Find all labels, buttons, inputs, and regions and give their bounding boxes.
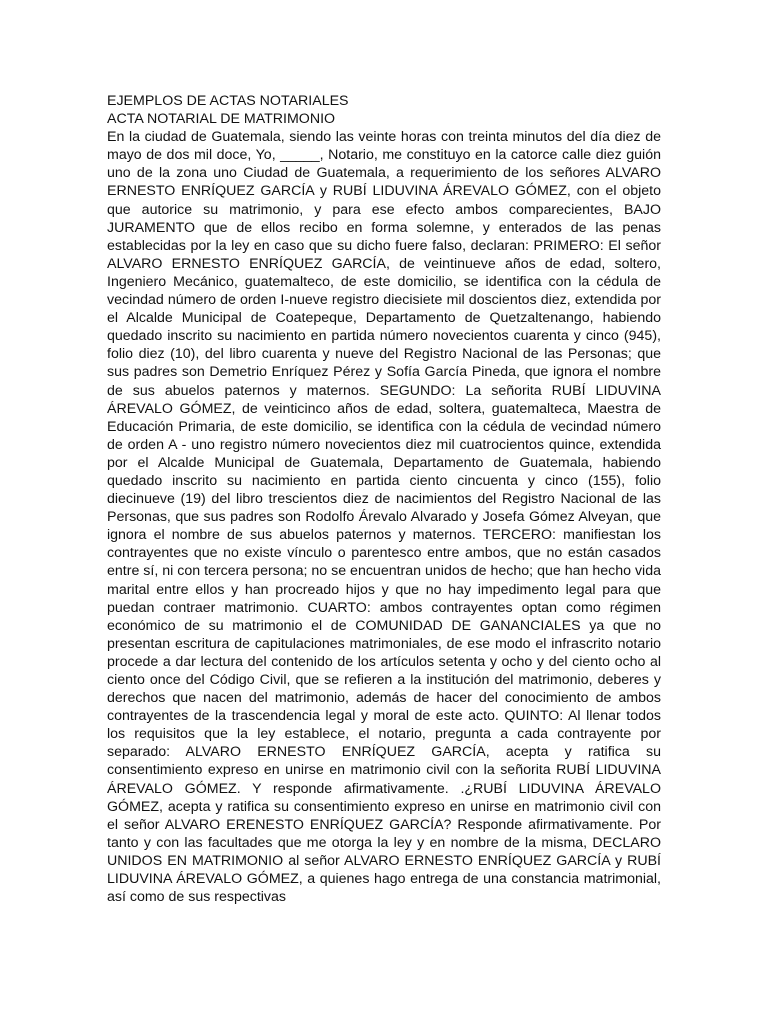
document-subheading: ACTA NOTARIAL DE MATRIMONIO <box>107 111 336 128</box>
document-page <box>107 92 661 906</box>
document-heading: EJEMPLOS DE ACTAS NOTARIALES <box>107 93 349 109</box>
document-body-paragraph: En la ciudad de Guatemala, siendo las veinte horas con treinta minutos del día diez de mayo de dos mil doce, Yo, _____, Notario, me constituyo en la catorce calle diez guión uno de la zona uno Ciudad de Guatemala, a requerimiento de los señores ALVARO ERNESTO ENRÍQUEZ GARCÍA y RUBÍ LIDUVINA ÁREVALO GÓMEZ, con el objeto que autorice su matrimonio, y para ese efecto ambos comparecientes, BAJO JURAMENTO que de ellos recibo en forma solemne, y enterados de las penas establecidas por la ley en caso que su dicho fuere falso, declaran: PRIMERO: El señor ALVARO ERNESTO ENRÍQUEZ GARCÍA, de veintinueve años de edad, soltero, Ingeniero Mecánico, guatemalteco, de este domicilio, se identifica con la cédula de vecindad número de orden I-nueve registro diecisiete mil doscientos diez, extendida por el Alcalde Municipal de Coatepeque, Departamento de Quetzaltenango, habiendo quedado inscrito su nacimiento en partida número novecientos cuarenta y cinco (945), folio diez (10), del libro cuarenta y nueve del Registro Nacional de las Personas; que sus padres son Demetrio Enríquez Pérez y Sofía García Pineda, que ignora el nombre de sus abuelos paternos y maternos. SEGUNDO: La señorita RUBÍ LIDUVINA ÁREVALO GÓMEZ, de veinticinco años de edad, soltera, guatemalteca, Maestra de Educación Primaria, de este domicilio, se identifica con la cédula de vecindad número de orden A - uno registro número novecientos diez mil cuatrocientos quince, extendida por el Alcalde Municipal de Guatemala, Departamento de Guatemala, habiendo quedado inscrito su nacimiento en partida ciento cincuenta y cinco (155), folio diecinueve (19) del libro trescientos diez de nacimientos del Registro Nacional de las Personas, que sus padres son Rodolfo Árevalo Alvarado y Josefa Gómez Alveyan, que ignora el nombre de sus abuelos paternos y maternos. TERCERO: manifiestan los contrayentes que no existe vínculo o parentesco entre ambos, que no están casados entre sí, ni con tercera persona; no se encuentran unidos de hecho; que han hecho vida marital entre ellos y han procreado hijos y que no hay impedimento legal para que puedan contraer matrimonio. CUARTO: ambos contrayentes optan como régimen económico de su matrimonio el de COMUNIDAD DE GANANCIALES ya que no presentan escritura de capitulaciones matrimoniales, de ese modo el infrascrito notario procede a dar lectura del contenido de los artículos setenta y ocho y del ciento ocho al ciento once del Código Civil, que se refieren a la institución del matrimonio, deberes y derechos que nacen del matrimonio, además de hacer del conocimiento de ambos contrayentes de la trascendencia legal y moral de este acto. QUINTO: Al llenar todos los requisitos que la ley establece, el notario, pregunta a cada contrayente por separado: ALVARO ERNESTO ENRÍQUEZ GARCÍA, acepta y ratifica su consentimiento expreso en unirse en matrimonio civil con la señorita RUBÍ LIDUVINA ÁREVALO GÓMEZ. Y responde afirmativamente. .¿RUBÍ LIDUVINA ÁREVALO GÓMEZ, acepta y ratifica su consentimiento expreso en unirse en matrimonio civil con el señor ALVARO ERENESTO ENRÍQUEZ GARCÍA? Responde afirmativamente. Por tanto y con las facultades que me otorga la ley y en nombre de la misma, DECLARO UNIDOS EN MATRIMONIO al señor ALVARO ERNESTO ENRÍQUEZ GARCÍA y RUBÍ LIDUVINA ÁREVALO GÓMEZ, a quienes hago entrega de una constancia matrimonial, así como de sus respectivas <box>107 129 661 906</box>
